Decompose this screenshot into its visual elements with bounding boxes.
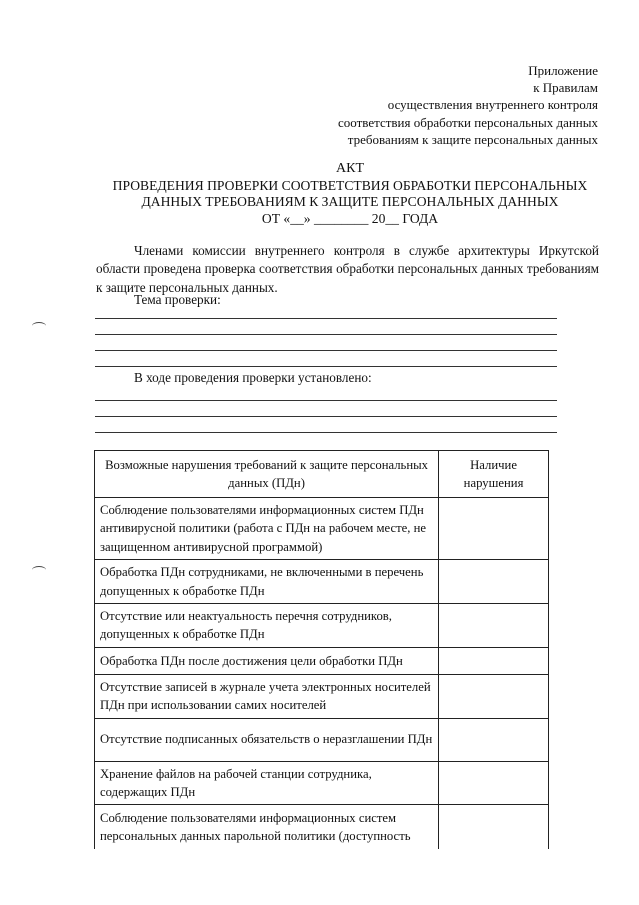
header-presence: Наличие нарушения [439,451,549,498]
table-row [95,647,549,674]
topic-label: Тема проверки: [134,292,221,307]
topic-blank-line[interactable] [95,318,557,319]
violation-cell: Хранение файлов на рабочей станции сотрудника, содержащих ПДн [95,761,439,805]
appendix-line: к Правилам [533,80,598,96]
scan-mark [32,322,46,330]
violation-cell: Обработка ПДн сотрудниками, не включенными в перечень допущенных к обработке ПДн [95,560,439,604]
table-row [95,674,549,718]
table-row [95,498,549,560]
scan-mark [32,566,46,574]
table-header-row [95,451,549,498]
presence-cell[interactable] [439,761,549,805]
table-row [95,560,549,604]
presence-cell[interactable] [439,805,549,850]
presence-cell[interactable] [439,498,549,560]
table-row [95,718,549,761]
topic-blank-line[interactable] [95,350,557,351]
violation-cell: Обработка ПДн после достижения цели обработки ПДн [95,647,439,674]
header-violations: Возможные нарушения требований к защите персональных данных (ПДн) [95,451,439,498]
appendix-line: требованиям к защите персональных данных [347,131,598,147]
violation-cell: Отсутствие записей в журнале учета электронных носителей ПДн при использовании самих носителей [95,674,439,718]
intro-paragraph [96,242,599,297]
intro-text: Членами комиссии внутреннего контроля в службе архитектуры Иркутской области проведена проверка соответствия обработки персональных данных требованиям к защите персональных данных. [96,243,599,295]
presence-cell[interactable] [439,560,549,604]
findings-blank-line[interactable] [95,432,557,433]
violation-cell: Соблюдение пользователями информационных систем ПДн антивирусной политики (работа с ПДн на рабочем месте, не защищенном антивирусной программой) [95,498,439,560]
title-line-1: ПРОВЕДЕНИЯ ПРОВЕРКИ СООТВЕТСТВИЯ ОБРАБОТКИ ПЕРСОНАЛЬНЫХ [112,177,588,193]
findings-blank-line[interactable] [95,416,557,417]
title-line-2: ДАННЫХ ТРЕБОВАНИЯМ К ЗАЩИТЕ ПЕРСОНАЛЬНЫХ ДАННЫХ [141,194,559,210]
topic-blank-line[interactable] [95,366,557,367]
presence-cell[interactable] [439,647,549,674]
appendix-note [338,62,598,148]
date-line: ОТ «__» ________ 20__ ГОДА [261,210,439,226]
topic-blank-line[interactable] [95,334,557,335]
appendix-line: Приложение [528,63,598,78]
findings-label: В ходе проведения проверки установлено: [134,370,372,385]
presence-cell[interactable] [439,718,549,761]
presence-cell[interactable] [439,604,549,648]
table-row [95,604,549,648]
document-title [60,161,639,227]
table-row [95,805,549,850]
table-row [95,761,549,805]
act-title: АКТ [336,161,364,176]
violation-cell: Соблюдение пользователями информационных систем персональных данных парольной политики (доступность [95,805,439,850]
appendix-line: осуществления внутреннего контроля [387,97,598,113]
findings-blank-line[interactable] [95,400,557,401]
violations-table [94,450,549,849]
presence-cell[interactable] [439,674,549,718]
violation-cell: Отсутствие подписанных обязательств о неразглашении ПДн [95,718,439,761]
violation-cell: Отсутствие или неактуальность перечня сотрудников, допущенных к обработке ПДн [95,604,439,648]
appendix-line: соответствия обработки персональных данных [338,114,598,130]
